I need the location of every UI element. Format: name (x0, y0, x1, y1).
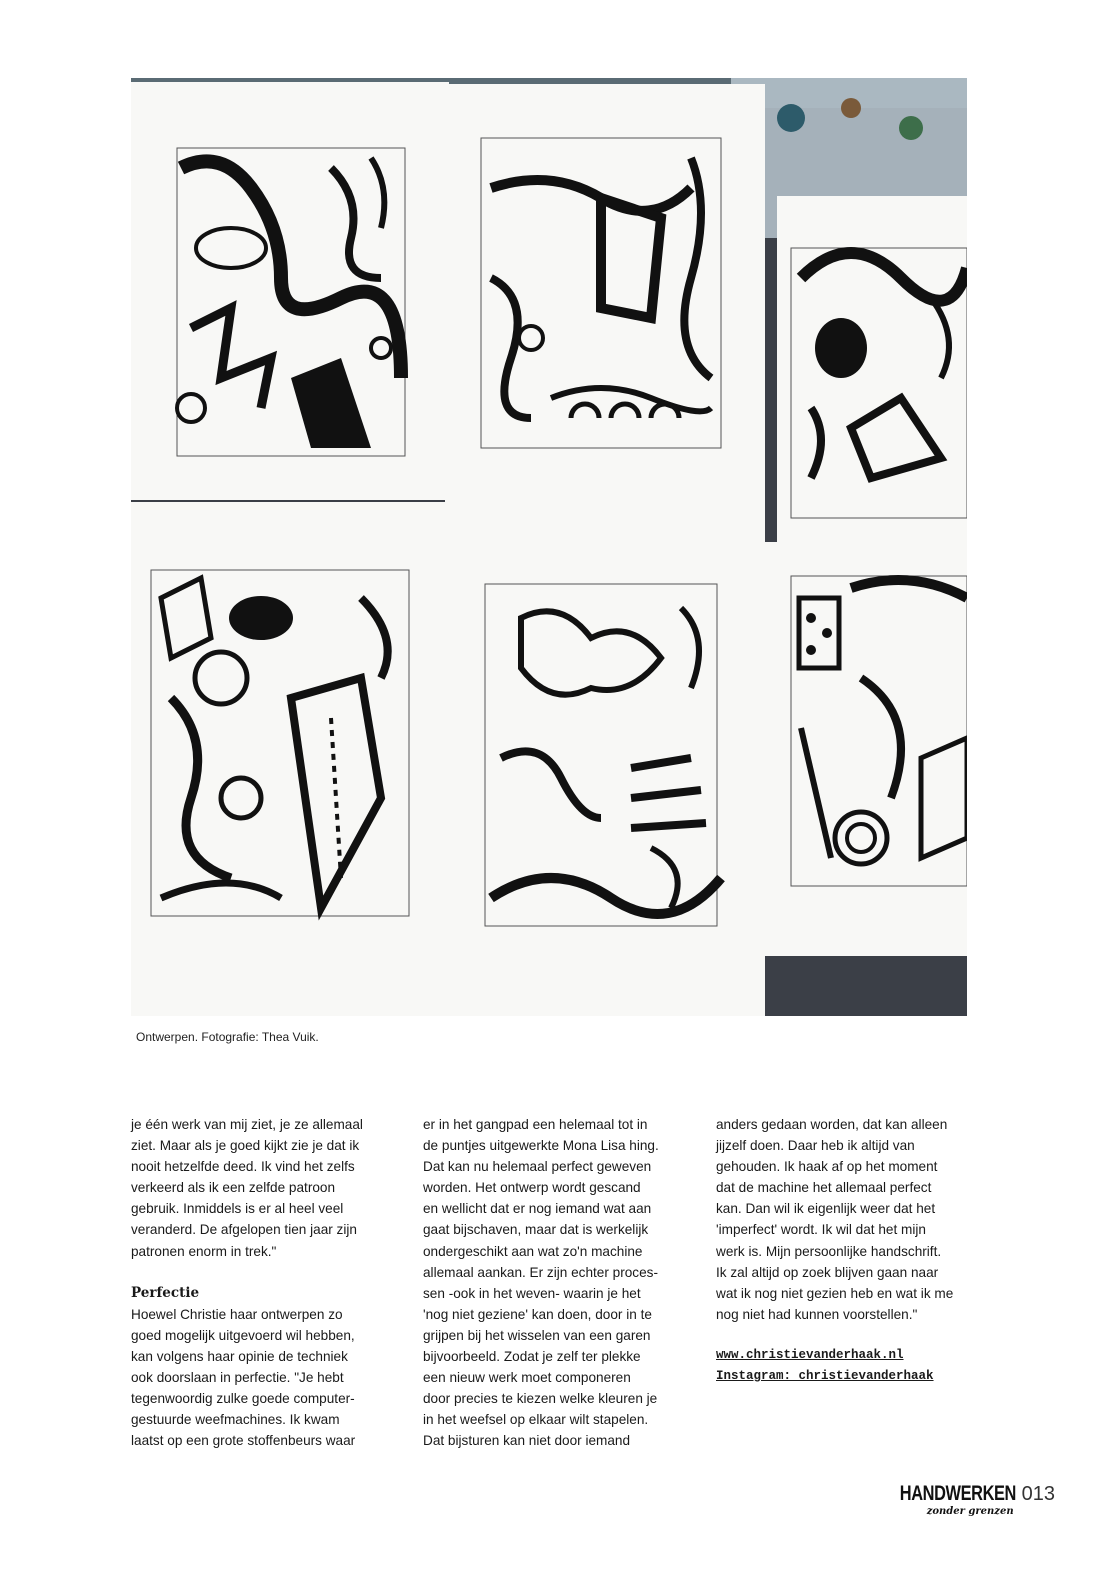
paragraph: er in het gangpad een helemaal tot in de puntjes uitgewerkte Mona Lisa hing. Dat kan nu helemaal perfect geweven worden. Het ontwerp wordt gescand en wellicht dat er nog iemand wat aan gaat bijschaven, maar dat is werkelijk ondergeschikt aan wat zo'n machine allemaal aankan. Er zijn echter proces- sen -ook in het weven- waarin je het 'nog niet geziene' kan doen, door in te grijpen bij het wisselen van een garen bijvoorbeeld. Zodat je zelf ter plekke een nieuw werk moet componeren door precies te kiezen welke kleuren je in het weefsel op elkaar wilt stapelen. Dat bijsturen kan niet door iemand (423, 1117, 659, 1449)
photo-caption: Ontwerpen. Fotografie: Thea Vuik. (136, 1030, 319, 1044)
article-column-1 (131, 1114, 393, 1451)
drawing-sheet-4 (131, 502, 449, 1016)
paragraph: Hoewel Christie haar ontwerpen zo goed mogelijk uitgevoerd wil hebben, kan volgens haar opinie de techniek ook doorslaan in perfectie. "Je hebt tegenwoordig zulke goede computer- gestuurde weefmachines. Ik kwam laatst op een grote stoffenbeurs waar (131, 1306, 356, 1449)
brand-name: HANDWERKEN (899, 1482, 1016, 1505)
links-block (716, 1345, 978, 1387)
subheading-perfectie: Perfectie (131, 1284, 200, 1301)
article-column-3 (716, 1114, 978, 1387)
drawing-sheet-3 (777, 196, 967, 558)
instagram-link[interactable]: Instagram: christievanderhaak (716, 1368, 934, 1383)
drawing-sheet-1 (131, 82, 449, 500)
drawing-sheet-5 (445, 514, 765, 1016)
website-link[interactable]: www.christievanderhaak.nl (716, 1347, 904, 1362)
artwork-photo (131, 78, 967, 1016)
paragraph: anders gedaan worden, dat kan alleen jijzelf doen. Daar heb ik altijd van gehouden. Ik haak af op het moment dat de machine het allemaal perfect kan. Dan wil ik eigenlijk weer dat het 'imperfect' wordt. Ik wil dat het mijn werk is. Mijn persoonlijke handschrift. Ik zal altijd op zoek blijven gaan naar wat ik nog niet gezien heb en wat ik me nog niet had kunnen voorstellen." (716, 1117, 954, 1322)
page-footer (867, 1482, 1055, 1517)
drawings-illustration (131, 78, 967, 1016)
article-column-2 (423, 1114, 685, 1452)
drawing-sheet-6 (765, 542, 967, 956)
brand-tagline: zonder grenzen (926, 1506, 1014, 1517)
drawing-sheet-2 (445, 84, 765, 514)
page-number: 013 (1021, 1483, 1055, 1505)
magazine-logo (867, 1482, 1016, 1517)
paragraph: je één werk van mij ziet, je ze allemaal ziet. Maar als je goed kijkt zie je dat ik nooit hetzelfde deed. Ik vind het zelfs verkeerd als ik een zelfde patroon gebruik. Inmiddels is er al heel veel veranderd. De afgelopen tien jaar zijn patronen enorm in trek." (131, 1117, 363, 1259)
